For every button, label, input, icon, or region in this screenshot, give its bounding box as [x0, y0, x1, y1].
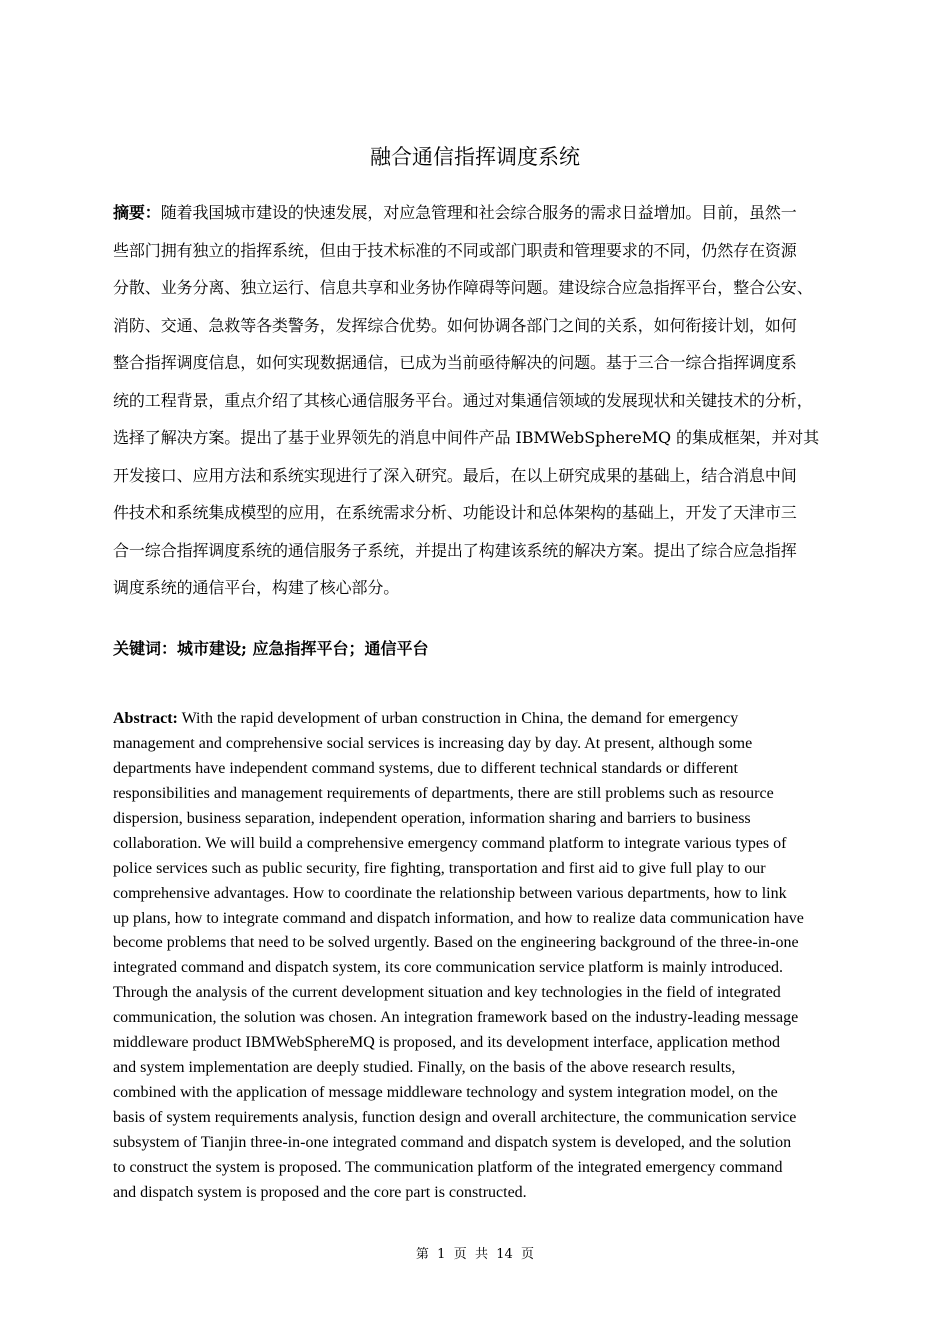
abstract-zh-line: 选择了解决方案。提出了基于业界领先的消息中间件产品 IBMWebSphereMQ 的集成框架，并对其 [113, 428, 820, 447]
abstract-zh-line: 些部门拥有独立的指挥系统，但由于技术标准的不同或部门职责和管理要求的不同，仍然存在资源 [113, 240, 797, 260]
abstract-zh-line: 统的工程背景，重点介绍了其核心通信服务平台。通过对集通信领域的发展现状和关键技术的分析， [113, 390, 813, 410]
page-number-footer: 第 1 页 共 14 页 [415, 1247, 535, 1262]
abstract-zh-line: 消防、交通、急救等各类警务，发挥综合优势。如何协调各部门之间的关系，如何衔接计划，如何 [113, 315, 797, 335]
document-title: 融合通信指挥调度系统 [370, 145, 580, 169]
abstract-en-line: become problems that need to be solved urgently. Based on the engineering background of the three-in-one [113, 934, 799, 952]
abstract-en-line: departments have independent command systems, due to different technical standards or different [113, 759, 738, 777]
abstract-zh-line: 调度系统的通信平台，构建了核心部分。 [113, 578, 400, 597]
abstract-zh-line: 合一综合指挥调度系统的通信服务子系统，并提出了构建该系统的解决方案。提出了综合应急指挥 [113, 540, 797, 560]
abstract-en [113, 707, 848, 1206]
abstract-zh-label: 摘要： [113, 203, 161, 222]
abstract-en-line [113, 707, 848, 732]
abstract-zh-line [113, 194, 839, 232]
abstract-en-line: subsystem of Tianjin three-in-one integrated command and dispatch system is developed, and the solution [113, 1133, 792, 1151]
abstract-en-line: middleware product IBMWebSphereMQ is proposed, and its development interface, application method [113, 1034, 780, 1052]
abstract-en-line: management and comprehensive social services is increasing day by day. At present, although some [113, 734, 753, 752]
abstract-zh [113, 194, 839, 607]
abstract-en-line: collaboration. We will build a comprehensive emergency command platform to integrate various types of [113, 834, 787, 852]
abstract-en-line: combined with the application of message middleware technology and system integration model, on the [113, 1084, 778, 1102]
abstract-en-line: and system implementation are deeply studied. Finally, on the basis of the above research results, [113, 1059, 736, 1077]
abstract-zh-text: 随着我国城市建设的快速发展，对应急管理和社会综合服务的需求日益增加。目前，虽然一 [160, 203, 797, 222]
abstract-en-line: dispersion, business separation, independent operation, information sharing and barriers to business [113, 809, 751, 827]
keywords: 关键词：城市建设; 应急指挥平台；通信平台 [113, 639, 429, 658]
abstract-en-line: comprehensive advantages. How to coordinate the relationship between various departments, how to link [113, 884, 787, 902]
abstract-en-line: responsibilities and management requirements of departments, there are still problems such as resource [113, 784, 774, 802]
abstract-en-line: Through the analysis of the current development situation and key technologies in the field of integrated [113, 984, 781, 1002]
abstract-en-line: basis of system requirements analysis, function design and overall architecture, the communication service [113, 1109, 797, 1126]
abstract-en-label: Abstract: [113, 710, 178, 727]
abstract-en-line: police services such as public security, fire fighting, transportation and first aid to give full play to our [113, 859, 766, 877]
abstract-en-line: to construct the system is proposed. The communication platform of the integrated emergency command [113, 1158, 783, 1176]
abstract-zh-line: 开发接口、应用方法和系统实现进行了深入研究。最后，在以上研究成果的基础上，结合消息中间 [113, 465, 797, 485]
abstract-zh-line: 件技术和系统集成模型的应用，在系统需求分析、功能设计和总体架构的基础上，开发了天津市三 [113, 503, 797, 522]
abstract-en-line: and dispatch system is proposed and the core part is constructed. [113, 1183, 527, 1201]
abstract-en-line: up plans, how to integrate command and dispatch information, and how to realize data communication have [113, 909, 804, 927]
abstract-zh-line: 分散、业务分离、独立运行、信息共享和业务协作障碍等问题。建设综合应急指挥平台，整合公安、 [113, 278, 813, 297]
abstract-en-text: With the rapid development of urban construction in China, the demand for emergency [177, 710, 739, 727]
abstract-zh-line: 整合指挥调度信息，如何实现数据通信，已成为当前亟待解决的问题。基于三合一综合指挥调度系 [113, 353, 797, 372]
abstract-en-line: integrated command and dispatch system, its core communication service platform is mainly introduced. [113, 959, 784, 977]
abstract-en-line: communication, the solution was chosen. An integration framework based on the industry-leading message [113, 1009, 799, 1027]
